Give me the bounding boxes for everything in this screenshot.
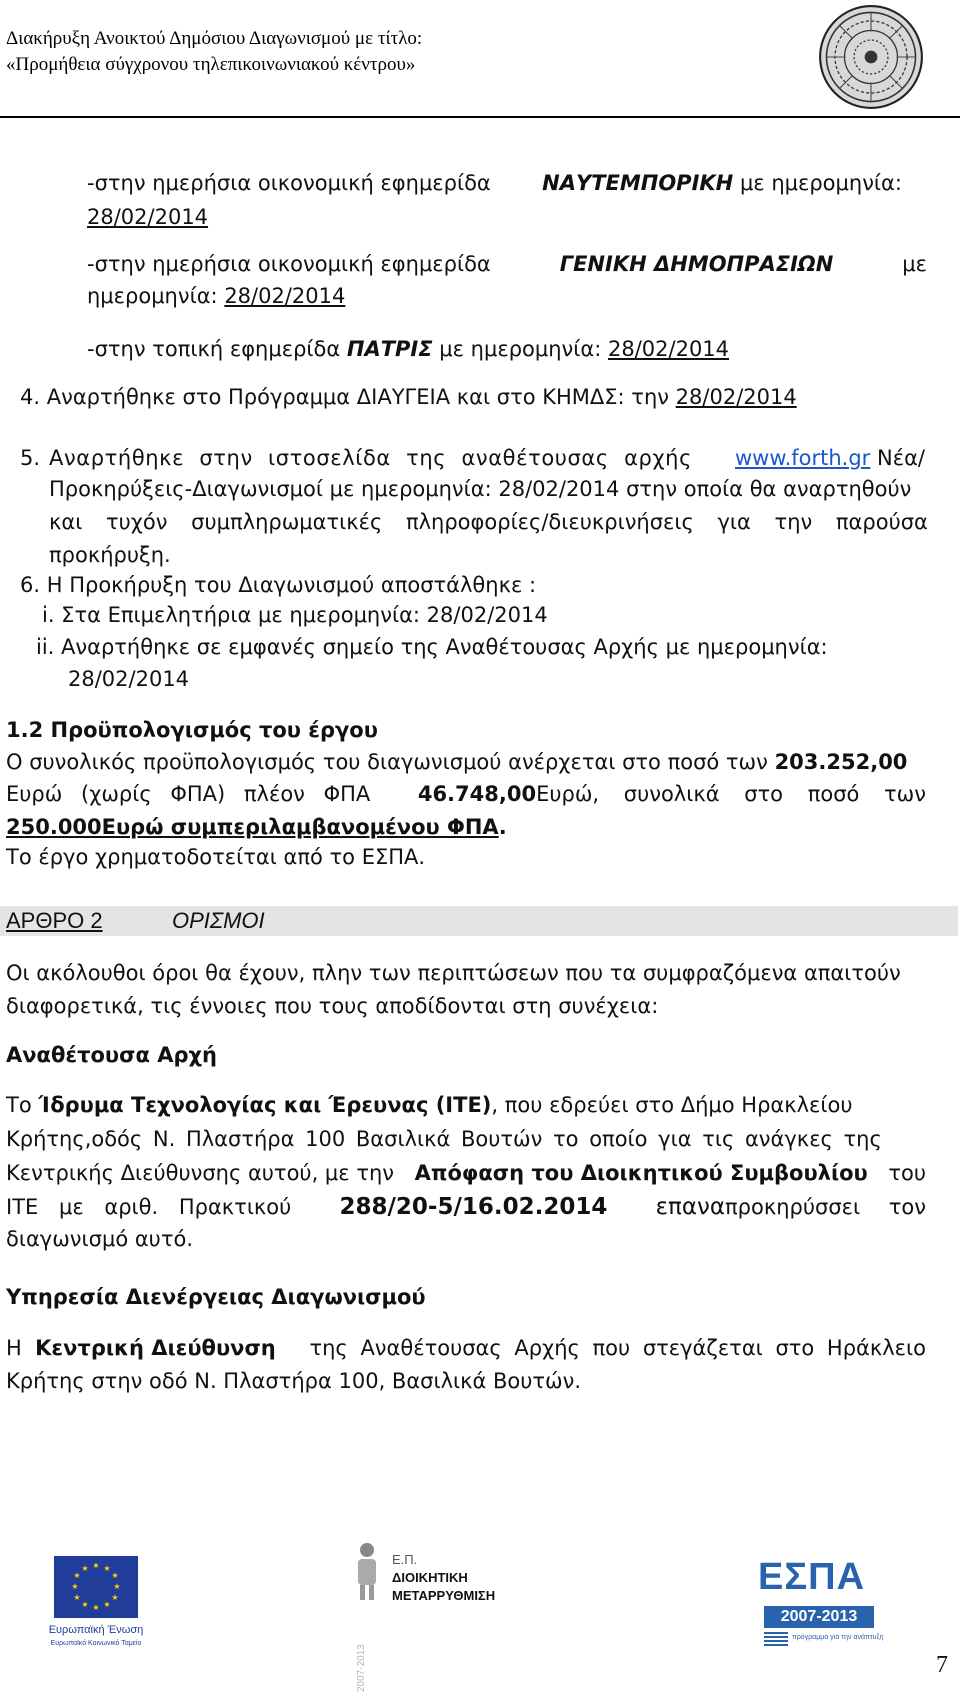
tender-service-heading: Υπηρεσία Διενέργειας Διαγωνισμού [6, 1285, 426, 1309]
svg-text:★: ★ [81, 1600, 89, 1609]
eu-flag-logo [40, 1556, 160, 1696]
person-figure-icon [352, 1542, 382, 1602]
budget-text-1: Ο συνολικός προϋπολογισμός του διαγωνισμού ανέρχεται στο ποσό των [6, 750, 768, 774]
authority-text-1c: , που εδρεύει στο Δήμο Ηρακλείου [491, 1093, 853, 1117]
article-title: ΟΡΙΣΜΟΙ [172, 908, 265, 933]
press-line-1 [87, 166, 927, 200]
item-6-number: 6. [20, 573, 41, 597]
authority-text-3a: Κεντρικής Διεύθυνσης αυτού, με την [6, 1161, 394, 1185]
eu-caption-1: Ευρωπαϊκή Ένωση [48, 1624, 144, 1636]
service-text-1c: της Αναθέτουσας Αρχής που στεγάζεται στο Ηράκλειο [309, 1336, 926, 1360]
ep-label: Ε.Π. [392, 1552, 418, 1567]
budget-text-2: Ευρώ (χωρίς ΦΠΑ) πλέον ΦΠΑ [6, 782, 371, 806]
service-line-2: Κρήτης στην οδό Ν. Πλαστήρα 100, Βασιλικά Βουτών. [6, 1369, 582, 1393]
authority-text-4c: επανα [655, 1194, 726, 1220]
press-2-date: 28/02/2014 [224, 284, 346, 308]
greek-flag-icon [764, 1632, 788, 1646]
authority-text-4a: ΙΤΕ με αριθ. Πρακτικού [6, 1195, 292, 1219]
authority-text-4d: προκηρύσσει τον [725, 1195, 926, 1219]
item-6-i: i. Στα Επιμελητήρια με ημερομηνία: 28/02/2014 [42, 603, 548, 627]
authority-line-1 [6, 1088, 926, 1122]
item-5-path: Νέα/ [877, 446, 925, 470]
press-3-date-label: με ημερομηνία: [439, 337, 602, 361]
eu-flag-icon [54, 1556, 138, 1618]
item-4 [20, 380, 797, 414]
item-5-line-1 [49, 441, 925, 475]
eu-caption-2: Ευρωπαϊκό Κοινωνικό Ταμείο [50, 1640, 142, 1647]
press-3-date: 28/02/2014 [607, 337, 730, 361]
article-heading-band [0, 906, 958, 936]
budget-total-dot: . [498, 815, 507, 839]
press-1-newspaper: ΝΑΥΤΕΜΠΟΡΙΚΗ [542, 171, 734, 195]
ep-side-years: 2007-2013 [356, 1644, 367, 1692]
service-line-1 [6, 1331, 926, 1365]
header-line-2: «Προμήθεια σύγχρονου τηλεπικοινωνιακού κέντρου» [6, 54, 416, 75]
svg-text:★: ★ [71, 1582, 79, 1591]
svg-text:★: ★ [111, 1571, 119, 1580]
administrative-reform-logo [352, 1542, 512, 1692]
press-line-2 [87, 247, 927, 281]
authority-text-2: Κρήτης,οδός Ν. Πλαστήρα 100 Βασιλικά Βουτών το οποίο για τις ανάγκες της [6, 1127, 882, 1151]
budget-net-amount: 203.252,00 [774, 750, 908, 774]
item-6-ii-date: 28/02/2014 [68, 667, 190, 691]
budget-vat-amount: 46.748,00 [417, 782, 537, 806]
budget-total-amount: 250.000Ευρώ συμπεριλαμβανομένου ΦΠΑ [6, 815, 499, 839]
authority-line-5: διαγωνισμό αυτό. [6, 1227, 194, 1251]
item-4-text: Αναρτήθηκε στο Πρόγραμμα ΔΙΑΥΓΕΙΑ και στο ΚΗΜΔΣ: την [46, 385, 669, 409]
definitions-intro-1: Οι ακόλουθοι όροι θα έχουν, πλην των περιπτώσεων που τα συμφραζόμενα απαιτούν [6, 961, 901, 985]
item-5-line-3 [49, 505, 928, 539]
document-header [6, 26, 422, 78]
forth-website-link[interactable]: www.forth.gr [734, 446, 871, 470]
press-2-text: -στην ημερήσια οικονομική εφημερίδα [87, 252, 491, 276]
authority-line-2 [6, 1122, 926, 1156]
item-6-ii: ii. Αναρτήθηκε σε εμφανές σημείο της Αναθέτουσας Αρχής με ημερομηνία: [36, 635, 828, 659]
header-rule [0, 116, 960, 118]
header-line-1: Διακήρυξη Ανοικτού Δημόσιου Διαγωνισμού με τίτλο: [6, 28, 423, 49]
espa-logo [758, 1556, 898, 1696]
item-5-text: Αναρτήθηκε στην ιστοσελίδα της αναθέτουσας αρχής [49, 446, 693, 470]
central-directorate: Κεντρική Διεύθυνση [35, 1336, 276, 1360]
budget-line-2 [6, 777, 926, 811]
espa-slogan: πρόγραμμα για την ανάπτυξη [792, 1634, 884, 1641]
service-text-1a: Η [6, 1336, 22, 1360]
authority-line-4 [6, 1190, 926, 1224]
press-2-newspaper: ΓΕΝΙΚΗ ΔΗΜΟΠΡΑΣΙΩΝ [559, 252, 834, 276]
press-2-with: με [902, 252, 927, 276]
press-1-text: -στην ημερήσια οικονομική εφημερίδα [87, 171, 491, 195]
press-3-newspaper: ΠΑΤΡΙΣ [346, 337, 433, 361]
espa-title: ΕΣΠΑ [758, 1556, 866, 1598]
svg-text:★: ★ [73, 1593, 81, 1602]
svg-text:★: ★ [81, 1564, 89, 1573]
svg-text:★: ★ [111, 1593, 119, 1602]
espa-years: 2007-2013 [764, 1606, 874, 1628]
press-3-text: -στην τοπική εφημερίδα [87, 337, 341, 361]
item-5-number: 5. [20, 446, 41, 470]
phaistos-disc-logo [818, 4, 924, 110]
budget-line-4: Το έργο χρηματοδοτείται από το ΕΣΠΑ. [6, 845, 426, 869]
item-4-number: 4. [20, 385, 41, 409]
ep-title-1: ΔΙΟΙΚΗΤΙΚΗ [392, 1570, 468, 1585]
authority-text-1a: Το [6, 1093, 32, 1117]
svg-text:★: ★ [113, 1582, 121, 1591]
item-6 [20, 568, 536, 602]
press-line-3 [87, 332, 729, 366]
press-1-date-label: με ημερομηνία: [739, 171, 902, 195]
item-4-date: 28/02/2014 [675, 385, 797, 409]
item-6-text: Η Προκήρυξη του Διαγωνισμού αποστάλθηκε : [46, 573, 537, 597]
contracting-authority-heading: Αναθέτουσα Αρχή [6, 1043, 217, 1067]
minutes-number: 288/20-5/16.02.2014 [339, 1194, 608, 1220]
svg-text:★: ★ [92, 1603, 100, 1612]
budget-text-3: Ευρώ, συνολικά στο ποσό των [536, 782, 926, 806]
svg-text:★: ★ [103, 1600, 111, 1609]
item-5-line-4: προκήρυξη. [49, 543, 171, 567]
institution-name: Ίδρυμα Τεχνολογίας και Έρευνας (ΙΤΕ) [38, 1093, 492, 1117]
authority-text-3c: του [888, 1161, 926, 1185]
item-5-line-2: Προκηρύξεις-Διαγωνισμοί με ημερομηνία: 28/02/2014 στην οποία θα αναρτηθούν [49, 477, 912, 501]
press-1-date: 28/02/2014 [87, 205, 209, 229]
budget-heading: 1.2 Προϋπολογισμός του έργου [6, 718, 378, 742]
ep-title-2: ΜΕΤΑΡΡΥΘΜΙΣΗ [392, 1588, 496, 1603]
press-2-date-label: ημερομηνία: [87, 284, 218, 308]
budget-line-3 [6, 810, 507, 844]
article-number: ΑΡΘΡΟ 2 [6, 908, 103, 933]
definitions-intro-2: διαφορετικά, τις έννοιες που τους αποδίδονται στη συνέχεια: [6, 994, 659, 1018]
svg-text:★: ★ [92, 1561, 100, 1570]
board-decision: Απόφαση του Διοικητικού Συμβουλίου [414, 1161, 868, 1185]
press-line-2b [87, 279, 345, 313]
budget-line-1 [6, 745, 907, 779]
page-number: 7 [936, 1652, 948, 1678]
authority-line-3 [6, 1156, 926, 1190]
svg-text:★: ★ [73, 1571, 81, 1580]
svg-text:★: ★ [103, 1564, 111, 1573]
item-5-line-3-text: και τυχόν συμπληρωματικές πληροφορίες/διευκρινήσεις για την παρούσα [49, 510, 928, 534]
